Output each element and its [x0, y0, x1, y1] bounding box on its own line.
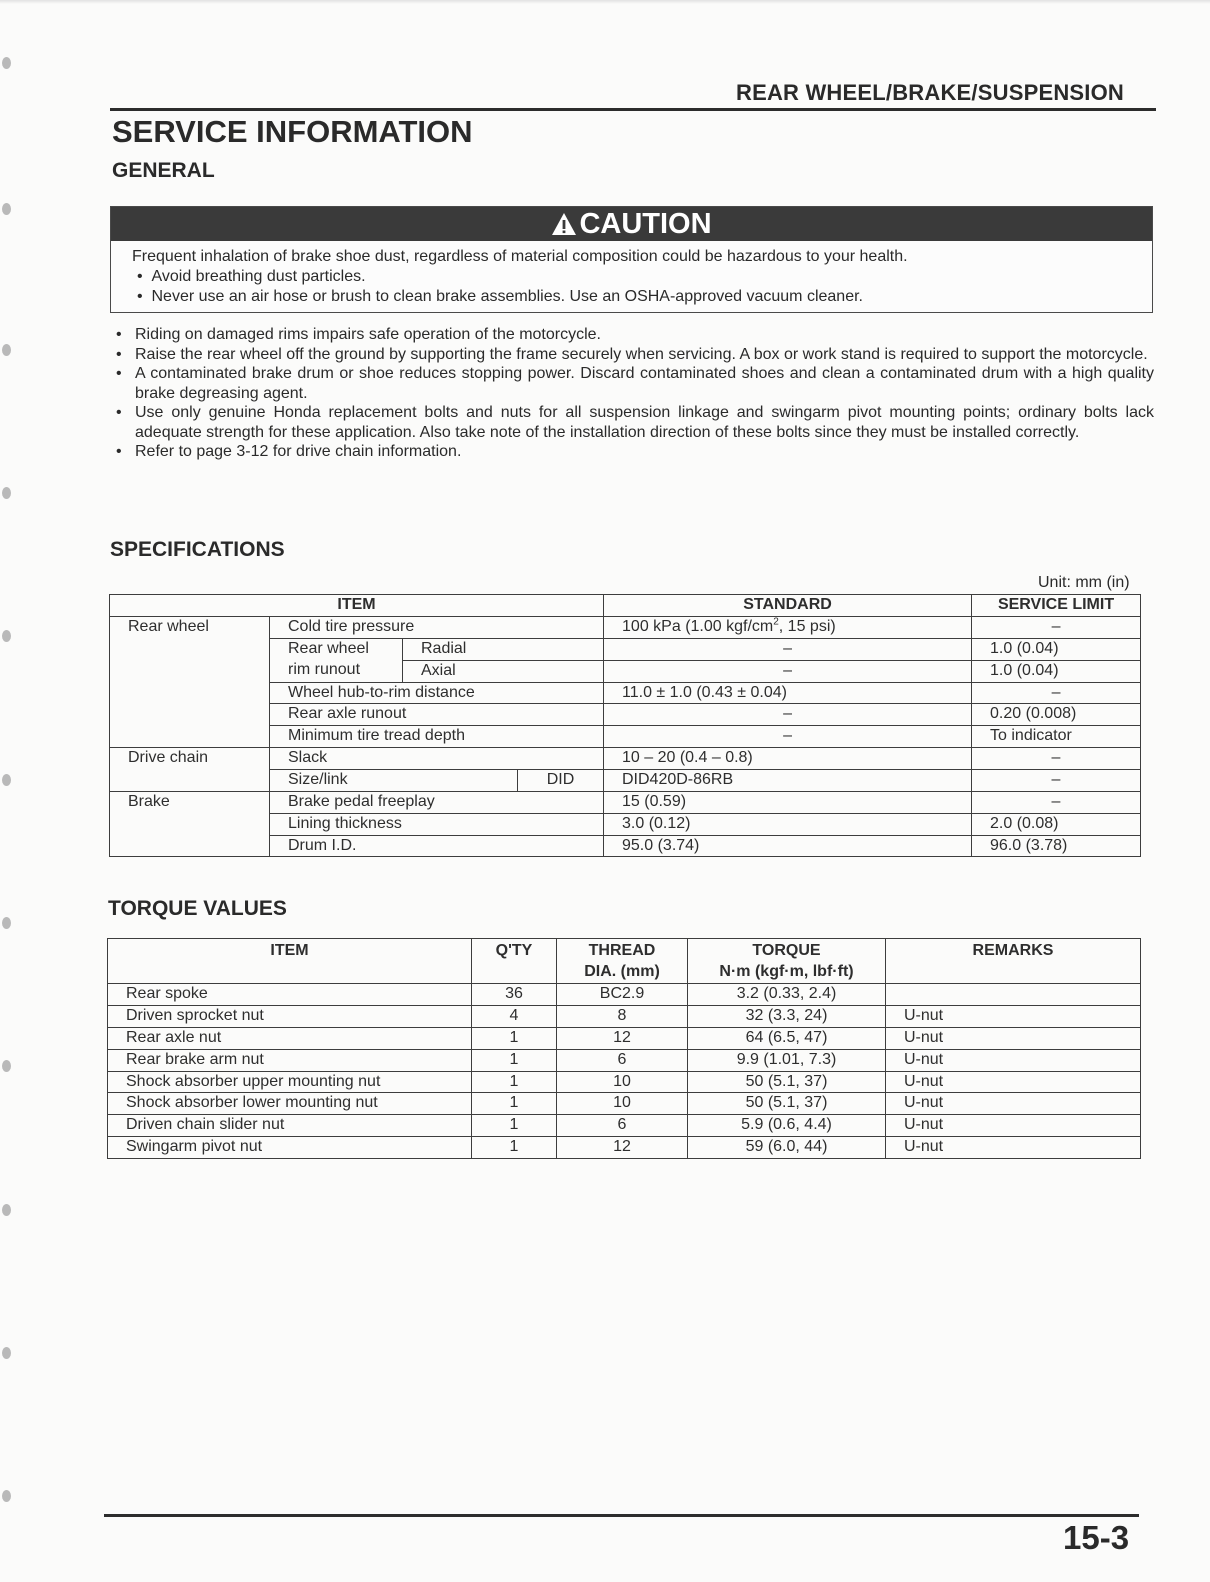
torque-cell: 64 (6.5, 47) — [688, 1027, 886, 1049]
specifications-table — [109, 594, 1141, 748]
col-header-qty: Q'TY — [472, 939, 557, 984]
group-rear-wheel: Rear wheel — [110, 616, 270, 747]
general-note: • Refer to page 3-12 for drive chain information. — [114, 442, 1154, 462]
item-cell: Cold tire pressure — [270, 616, 604, 638]
table-row — [110, 748, 1141, 770]
qty-cell: 1 — [472, 1115, 557, 1137]
general-note: • Riding on damaged rims impairs safe operation of the motorcycle. — [114, 325, 1154, 345]
table-header-row — [108, 939, 1141, 984]
limit-cell: 1.0 (0.04) — [972, 638, 1141, 660]
caution-lead: Frequent inhalation of brake shoe dust, regardless of material composition could be hazardous to your health. — [132, 248, 908, 265]
table-row — [108, 1005, 1141, 1027]
torque-values-table — [107, 938, 1141, 1159]
limit-cell: – — [972, 769, 1141, 791]
item-cell: Drum I.D. — [270, 835, 604, 857]
binder-hole — [2, 1490, 11, 1502]
item-cell: Driven chain slider nut — [108, 1115, 472, 1137]
caution-text — [132, 247, 908, 307]
standard-cell: 10 – 20 (0.4 – 0.8) — [604, 748, 972, 770]
item-cell: Swingarm pivot nut — [108, 1137, 472, 1159]
remarks-cell: U-nut — [886, 1115, 1141, 1137]
qty-cell: 1 — [472, 1137, 557, 1159]
torque-cell: 59 (6.0, 44) — [688, 1137, 886, 1159]
item-cell: Size/link — [270, 769, 518, 791]
warning-triangle-icon — [551, 212, 577, 236]
table-header-row — [110, 595, 1141, 617]
header-rule — [110, 108, 1156, 111]
table-row — [108, 1071, 1141, 1093]
table-row — [108, 1093, 1141, 1115]
qty-cell: 1 — [472, 1027, 557, 1049]
binder-hole — [2, 57, 11, 69]
col-header-service-limit: SERVICE LIMIT — [972, 595, 1141, 617]
maker-cell: DID — [518, 769, 604, 791]
item-cell: Shock absorber lower mounting nut — [108, 1093, 472, 1115]
item-cell: Wheel hub-to-rim distance — [270, 682, 604, 704]
table-row — [110, 791, 1141, 813]
table-row — [108, 1115, 1141, 1137]
standard-cell: – — [604, 660, 972, 682]
item-cell: Rear brake arm nut — [108, 1049, 472, 1071]
page-number: 15-3 — [1063, 1519, 1130, 1556]
limit-cell: – — [972, 748, 1141, 770]
torque-cell: 9.9 (1.01, 7.3) — [688, 1049, 886, 1071]
sub-item-cell: Axial — [403, 660, 604, 682]
item-cell: Slack — [270, 748, 604, 770]
qty-cell: 1 — [472, 1049, 557, 1071]
section-header: REAR WHEEL/BRAKE/SUSPENSION — [736, 80, 1124, 105]
caution-label: CAUTION — [579, 208, 712, 240]
qty-cell: 1 — [472, 1093, 557, 1115]
footer-rule — [104, 1514, 1139, 1517]
general-notes-list — [114, 325, 1154, 462]
caution-box — [110, 206, 1153, 313]
page-top-edge — [0, 0, 1210, 4]
remarks-cell: U-nut — [886, 1027, 1141, 1049]
binder-hole — [2, 1347, 11, 1359]
item-cell: Lining thickness — [270, 813, 604, 835]
binder-hole — [2, 630, 11, 642]
torque-cell: 5.9 (0.6, 4.4) — [688, 1115, 886, 1137]
col-header-remarks: REMARKS — [886, 939, 1141, 984]
general-note: • Use only genuine Honda replacement bolts and nuts for all suspension linkage and swingarm pivot mounting points; ordinary bolts lack adequate strength for these application. Also take note of the installation direction of these bolts since they must be installed correctly. — [114, 403, 1154, 442]
page-title: SERVICE INFORMATION — [112, 114, 473, 149]
qty-cell: 1 — [472, 1071, 557, 1093]
binder-hole — [2, 917, 11, 929]
sub-item-cell: Radial — [403, 638, 604, 660]
standard-cell: 100 kPa (1.00 kgf/$cm^2$, 15 psi) — [604, 616, 972, 638]
remarks-cell: U-nut — [886, 1137, 1141, 1159]
general-note: • Raise the rear wheel off the ground by supporting the frame securely when servicing. A box or work stand is required to support the motorcycle. — [114, 345, 1154, 365]
group-brake: Brake — [110, 791, 270, 857]
unit-label: Unit: mm (in) — [1038, 574, 1130, 591]
remarks-cell: U-nut — [886, 1049, 1141, 1071]
limit-cell: 0.20 (0.008) — [972, 704, 1141, 726]
standard-cell: DID420D-86RB — [604, 769, 972, 791]
table-row — [108, 1049, 1141, 1071]
limit-cell: 2.0 (0.08) — [972, 813, 1141, 835]
thread-cell: 6 — [557, 1049, 688, 1071]
specifications-heading: SPECIFICATIONS — [110, 538, 285, 561]
col-header-item: ITEM — [110, 595, 604, 617]
remarks-cell: U-nut — [886, 1093, 1141, 1115]
col-header-item: ITEM — [108, 939, 472, 984]
specifications-table-continued — [109, 747, 1141, 857]
item-cell: Rear axle runout — [270, 704, 604, 726]
thread-cell: 12 — [557, 1137, 688, 1159]
remarks-cell: U-nut — [886, 1005, 1141, 1027]
torque-cell: 50 (5.1, 37) — [688, 1093, 886, 1115]
limit-cell: 1.0 (0.04) — [972, 660, 1141, 682]
thread-cell: 8 — [557, 1005, 688, 1027]
col-header-thread: THREAD DIA. (mm) — [557, 939, 688, 984]
table-row — [108, 984, 1141, 1006]
qty-cell: 36 — [472, 984, 557, 1006]
thread-cell: 12 — [557, 1027, 688, 1049]
general-note: • A contaminated brake drum or shoe reduces stopping power. Discard contaminated shoes and clean a contaminated drum with a high quality brake degreasing agent. — [114, 364, 1154, 403]
thread-cell: 6 — [557, 1115, 688, 1137]
binder-hole — [2, 1204, 11, 1216]
limit-cell: To indicator — [972, 726, 1141, 748]
col-header-standard: STANDARD — [604, 595, 972, 617]
torque-cell: 50 (5.1, 37) — [688, 1071, 886, 1093]
table-row — [108, 1137, 1141, 1159]
remarks-cell: U-nut — [886, 1071, 1141, 1093]
binder-hole — [2, 344, 11, 356]
remarks-cell — [886, 984, 1141, 1006]
standard-cell: – — [604, 704, 972, 726]
thread-cell: 10 — [557, 1071, 688, 1093]
limit-cell: – — [972, 682, 1141, 704]
item-cell: Driven sprocket nut — [108, 1005, 472, 1027]
caution-banner — [111, 207, 1152, 241]
thread-cell: BC2.9 — [557, 984, 688, 1006]
table-row — [108, 1027, 1141, 1049]
general-heading: GENERAL — [112, 159, 215, 182]
binder-hole — [2, 487, 11, 499]
binder-hole — [2, 1060, 11, 1072]
item-cell: Rear axle nut — [108, 1027, 472, 1049]
item-cell: rim runout — [270, 660, 403, 682]
caution-bullet: • Never use an air hose or brush to clean brake assemblies. Use an OSHA-approved vacuum cleaner. — [137, 288, 863, 305]
binder-hole — [2, 774, 11, 786]
standard-cell: 15 (0.59) — [604, 791, 972, 813]
caution-bullet: • Avoid breathing dust particles. — [137, 268, 366, 285]
standard-cell: 95.0 (3.74) — [604, 835, 972, 857]
item-cell: Rear spoke — [108, 984, 472, 1006]
standard-cell: – — [604, 726, 972, 748]
qty-cell: 4 — [472, 1005, 557, 1027]
standard-cell: 3.0 (0.12) — [604, 813, 972, 835]
standard-cell: 11.0 ± 1.0 (0.43 ± 0.04) — [604, 682, 972, 704]
item-cell: Brake pedal freeplay — [270, 791, 604, 813]
item-cell: Rear wheel — [270, 638, 403, 660]
limit-cell: 96.0 (3.78) — [972, 835, 1141, 857]
torque-cell: 3.2 (0.33, 2.4) — [688, 984, 886, 1006]
standard-cell: – — [604, 638, 972, 660]
item-cell: Minimum tire tread depth — [270, 726, 604, 748]
limit-cell: – — [972, 616, 1141, 638]
torque-cell: 32 (3.3, 24) — [688, 1005, 886, 1027]
binder-hole — [2, 203, 11, 215]
thread-cell: 10 — [557, 1093, 688, 1115]
item-cell: Shock absorber upper mounting nut — [108, 1071, 472, 1093]
limit-cell: – — [972, 791, 1141, 813]
torque-values-heading: TORQUE VALUES — [108, 897, 287, 920]
group-drive-chain: Drive chain — [110, 748, 270, 792]
table-row — [110, 616, 1141, 638]
col-header-torque: TORQUE N·m (kgf·m, lbf·ft) — [688, 939, 886, 984]
